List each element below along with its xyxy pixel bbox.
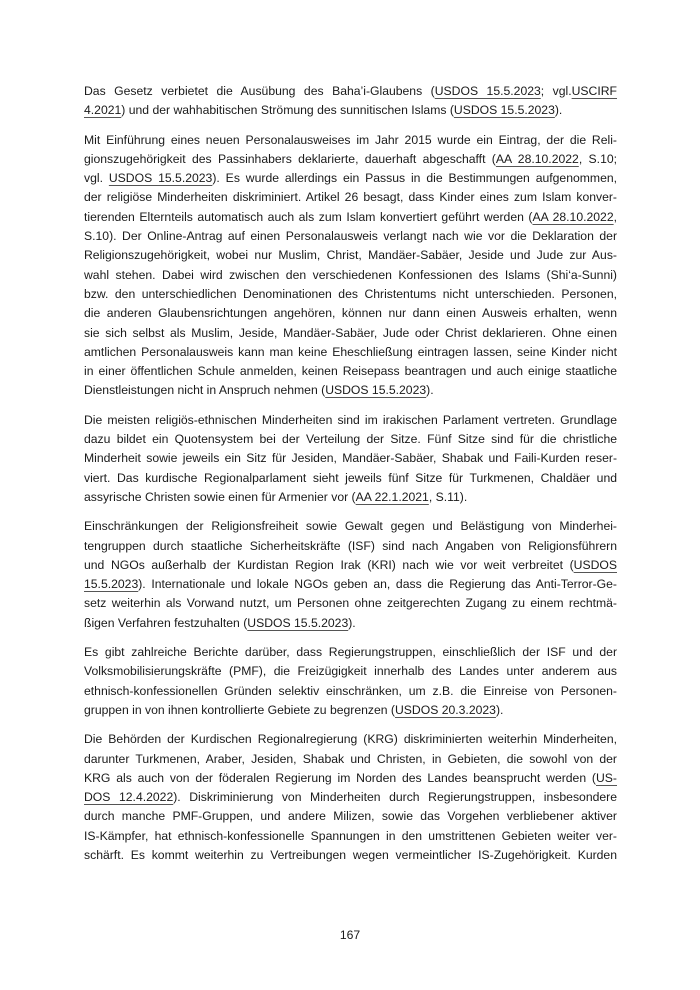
- text-line: [84, 285, 617, 304]
- text-line: [84, 643, 617, 662]
- text-segment: Mit Einführung eines neuen Personalausweises im Jahr 2015 wurde ein Eintrag, der die Reli-: [84, 132, 617, 147]
- text-line: [84, 788, 617, 807]
- text-line: [84, 556, 617, 575]
- source-reference-link[interactable]: AA 22.1.2021: [355, 489, 429, 504]
- text-segment: setz weiterhin als Vorwand nutzt, um Personen ohne zeitgerechten Zugang zu einem rechtmä-: [84, 596, 617, 611]
- text-line: [84, 266, 617, 285]
- text-segment: viert. Das kurdische Regionalparlament sieht jeweils fünf Sitze für Turkmenen, Chaldäer und: [84, 470, 617, 485]
- source-reference-link[interactable]: USDOS 15.5.2023: [108, 171, 213, 186]
- text-line: [84, 304, 617, 323]
- text-line: [84, 430, 617, 449]
- source-reference-link[interactable]: 4.2021: [84, 103, 122, 118]
- text-line: [84, 82, 617, 101]
- text-segment: ). Internationale und lokale NGOs geben an, dass die Regierung das Anti-Terror-Ge-: [138, 577, 617, 592]
- text-segment: schärft. Es kommt weiterhin zu Vertreibungen wegen vermeintlicher IS-Zugehörigkeit. Kurden: [84, 847, 617, 862]
- text-segment: durch manche PMF-Gruppen, und andere Milizen, sowie das Vorgehen verbliebener aktiver: [84, 809, 617, 824]
- paragraph: [84, 643, 617, 720]
- text-segment: gionszugehörigkeit des Passinhabers deklarierte, dauerhaft abgeschafft (: [84, 151, 496, 166]
- text-line: [84, 750, 617, 769]
- text-line: [84, 469, 617, 488]
- text-segment: der religiöse Minderheiten diskriminiert. Artikel 26 besagt, dass Kinder eines zum Islam konver-: [84, 190, 617, 205]
- text-line: [84, 662, 617, 681]
- source-reference-link[interactable]: USDOS 15.5.2023: [434, 84, 541, 98]
- text-segment: die anderen Glaubensrichtungen angehören, können nur dann einen Ausweis erhalten, wenn: [84, 306, 617, 321]
- paragraph: [84, 411, 617, 507]
- text-segment: in einer öffentlichen Schule anmelden, keinen Reisepass beantragen und auch einige staatliche: [84, 364, 617, 379]
- text-segment: S.10). Der Online-Antrag auf einen Personalausweis verlangt nach wie vor die Deklaration der: [84, 229, 617, 244]
- text-segment: KRG als auch von der föderalen Regierung im Norden des Landes beansprucht werden (: [84, 770, 596, 785]
- text-line: [84, 343, 617, 362]
- source-reference-link[interactable]: USDOS 20.3.2023: [394, 702, 496, 717]
- text-segment: IS-Kämpfer, hat ethnisch-konfessionelle Spannungen in den umstrittenen Gebieten weiter ver-: [84, 828, 617, 843]
- text-segment: ).: [348, 615, 356, 630]
- source-reference-link[interactable]: USDOS 15.5.2023: [453, 103, 555, 118]
- text-line: [84, 807, 617, 826]
- text-line: [84, 411, 617, 430]
- text-line: [84, 131, 617, 150]
- text-line: [84, 594, 617, 613]
- text-segment: amtlichen Personalausweis kann man keine Eheschließung eintragen lassen, seine Kinder nicht: [84, 344, 617, 359]
- paragraph: [84, 517, 617, 633]
- source-reference-link[interactable]: AA 28.10.2022: [495, 151, 579, 166]
- text-segment: Einschränkungen der Religionsfreiheit sowie Gewalt gegen und Belästigung von Minderhei-: [84, 519, 617, 534]
- text-line: [84, 324, 617, 343]
- text-segment: ).: [426, 383, 434, 398]
- text-line: [84, 208, 617, 227]
- text-segment: Das Gesetz verbietet die Ausübung des Baha’i-Glaubens (: [84, 84, 435, 98]
- paragraph: [84, 131, 617, 401]
- text-line: [84, 362, 617, 381]
- text-line: [84, 701, 617, 720]
- text-segment: assyrische Christen sowie einen für Armenier vor (: [84, 489, 356, 504]
- source-reference-link[interactable]: USDOS 15.5.2023: [325, 383, 427, 398]
- text-segment: ,: [613, 209, 617, 224]
- text-segment: ; vgl.: [540, 84, 572, 98]
- text-line: [84, 827, 617, 846]
- text-segment: Minderheit sowie jeweils ein Sitz für Jesiden, Mandäer-Sabäer, Shabak und Faili-Kurden reser-: [84, 451, 617, 466]
- text-segment: Die meisten religiös-ethnischen Minderheiten sind im irakischen Parlament vertreten. Grundlage: [84, 412, 617, 427]
- source-reference-link[interactable]: USCIRF: [571, 84, 617, 98]
- document-body: [84, 82, 617, 875]
- text-line: [84, 150, 617, 169]
- text-line: [84, 730, 617, 749]
- text-segment: tierenden Elternteils automatisch auch als zum Islam konvertiert geführt werden (: [84, 209, 533, 224]
- text-segment: ) und der wahhabitischen Strömung des sunnitischen Islams (: [121, 103, 454, 118]
- text-segment: , S.11).: [428, 489, 468, 504]
- text-segment: vgl.: [84, 171, 109, 186]
- text-segment: ). Es wurde allerdings ein Passus in die Bestimmungen aufgenommen,: [212, 171, 618, 186]
- source-reference-link[interactable]: USDOS: [573, 557, 617, 572]
- text-line: [84, 537, 617, 556]
- paragraph: [84, 82, 617, 121]
- paragraph: [84, 730, 617, 865]
- text-segment: Es gibt zahlreiche Berichte darüber, dass Regierungstruppen, einschließlich der ISF und der: [84, 645, 617, 660]
- source-reference-link[interactable]: 15.5.2023: [84, 577, 139, 592]
- source-reference-link[interactable]: AA 28.10.2022: [532, 209, 614, 224]
- source-reference-link[interactable]: US-: [596, 770, 617, 785]
- text-line: [84, 227, 617, 246]
- text-segment: sie sich selbst als Muslim, Jeside, Mandäer-Sabäer, Jude oder Christ deklarieren. Ohne einen: [84, 325, 617, 340]
- text-segment: darunter Turkmenen, Araber, Jesiden, Shabak und Christen, in Gebieten, die sowohl von der: [84, 751, 617, 766]
- text-segment: tengruppen durch staatliche Sicherheitskräfte (ISF) sind nach Angaben von Religionsführern: [84, 538, 617, 553]
- text-line: [84, 575, 617, 594]
- text-line: [84, 682, 617, 701]
- text-line: [84, 246, 617, 265]
- text-segment: Volksmobilisierungskräfte (PMF), die Freizügigkeit innerhalb des Landes unter anderem aus: [84, 664, 617, 679]
- text-line: [84, 188, 617, 207]
- text-line: [84, 169, 617, 188]
- source-reference-link[interactable]: USDOS 15.5.2023: [247, 615, 349, 630]
- text-segment: bzw. den unterschiedlichen Denominationen des Christentums nicht unterschieden. Personen,: [84, 286, 617, 301]
- source-reference-link[interactable]: DOS 12.4.2022: [84, 790, 174, 805]
- text-segment: ). Diskriminierung von Minderheiten durch Regierungstruppen, insbesondere: [173, 790, 617, 805]
- text-segment: gruppen in von ihnen kontrollierte Gebiete zu begrenzen (: [84, 702, 395, 717]
- text-segment: dazu bildet ein Quotensystem bei der Verteilung der Sitze. Fünf Sitze sind für die christliche: [84, 432, 617, 447]
- text-line: [84, 614, 617, 633]
- text-line: [84, 769, 617, 788]
- text-segment: Religionszugehörigkeit, wobei nur Muslim, Christ, Mandäer-Sabäer, Jeside und Jude zur Aus-: [84, 248, 617, 263]
- text-segment: Die Behörden der Kurdischen Regionalregierung (KRG) diskriminierten weiterhin Minderheiten,: [84, 732, 617, 747]
- text-line: [84, 381, 617, 400]
- text-segment: ).: [495, 702, 504, 717]
- text-segment: wahl stehen. Dabei wird zwischen den verschiedenen Konfessionen des Islams (Shi‘a-Sunni): [84, 267, 617, 282]
- text-segment: ethnisch-konfessionellen Gründen selektiv einschränken, um z.B. die Einreise von Personen-: [84, 683, 617, 698]
- text-segment: Dienstleistungen nicht in Anspruch nehmen (: [84, 383, 326, 398]
- text-line: [84, 449, 617, 468]
- text-line: [84, 846, 617, 865]
- text-line: [84, 488, 617, 507]
- text-segment: , S.10;: [578, 151, 618, 166]
- text-line: [84, 517, 617, 536]
- text-segment: ).: [554, 103, 563, 118]
- text-segment: ßigen Verfahren festzuhalten (: [84, 615, 248, 630]
- text-line: [84, 101, 617, 120]
- text-segment: und NGOs außerhalb der Kurdistan Region Irak (KRI) nach wie vor weit verbreitet (: [84, 557, 574, 572]
- page-number: 167: [339, 928, 361, 942]
